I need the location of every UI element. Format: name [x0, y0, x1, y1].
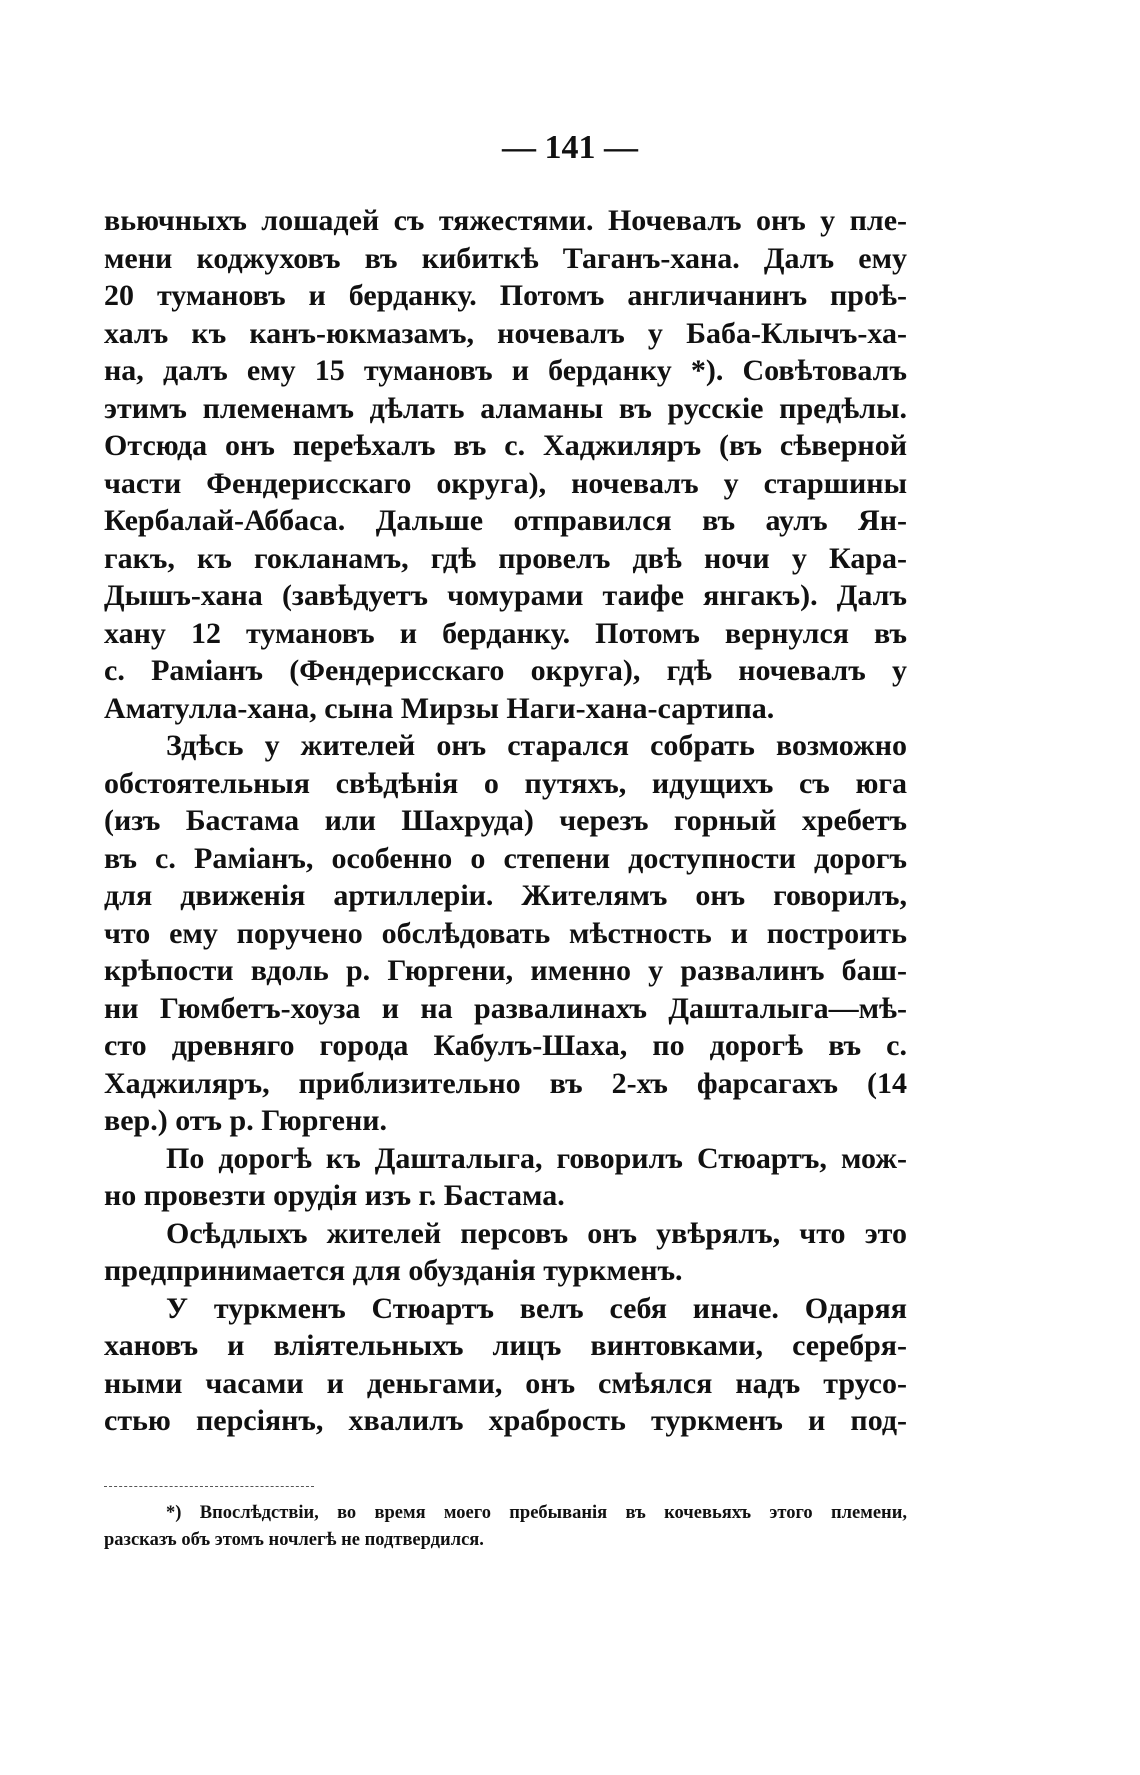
text-line: халъ къ канъ-юкмазамъ, ночевалъ у Баба-Клычъ-ха-: [104, 316, 907, 350]
text-line: 20 тумановъ и берданку. Потомъ англичанинъ проѣ-: [104, 279, 907, 312]
footnote: [104, 1500, 907, 1554]
text-line: въ с. Раміанъ, особенно о степени доступности дорогъ: [104, 841, 907, 875]
text-line: части Фендерисскаго округа), ночевалъ у старшины: [104, 466, 907, 500]
text-line: хановъ и вліятельныхъ лицъ винтовками, серебря-: [104, 1329, 907, 1362]
text-line: для движенія артиллеріи. Жителямъ онъ говорилъ,: [104, 879, 907, 912]
text-line: крѣпости вдоль р. Гюргени, именно у развалинъ баш-: [104, 954, 907, 987]
text-line: но провезти орудія изъ г. Бастама.: [104, 1179, 565, 1212]
footnote-line: *) Впослѣдствіи, во время моего пребыванія въ кочевьяхъ этого племени,: [166, 1503, 907, 1523]
text-line: хану 12 тумановъ и берданку. Потомъ вернулся въ: [104, 616, 907, 650]
text-line: предпринимается для обузданія туркменъ.: [104, 1254, 683, 1287]
text-line: Осѣдлыхъ жителей персовъ онъ увѣрялъ, что это: [166, 1216, 907, 1250]
text-line: Дышъ-хана (завѣдуетъ чомурами таифе янгакъ). Далъ: [104, 579, 907, 612]
text-line: ни Гюмбетъ-хоуза и на развалинахъ Дашталыга—мѣ-: [104, 991, 907, 1025]
text-line: сто древняго города Кабулъ-Шаха, по дорогѣ въ с.: [104, 1029, 907, 1062]
text-line: вер.) отъ р. Гюргени.: [104, 1104, 388, 1137]
text-line: на, далъ ему 15 тумановъ и берданку *). Совѣтовалъ: [104, 354, 907, 387]
text-line: Хаджиляръ, приблизительно въ 2-хъ фарсагахъ (14: [104, 1066, 907, 1100]
text-line: что ему поручено обслѣдовать мѣстность и построить: [104, 916, 907, 950]
text-line: с. Раміанъ (Фендерисскаго округа), гдѣ ночевалъ у: [104, 654, 907, 687]
page-number: — 141 —: [502, 129, 638, 166]
text-line: ными часами и деньгами, онъ смѣялся надъ трусо-: [104, 1366, 907, 1400]
footnote-line: разсказъ объ этомъ ночлегѣ не подтвердился.: [104, 1530, 484, 1550]
text-line: этимъ племенамъ дѣлать аламаны въ русскіе предѣлы.: [104, 391, 907, 425]
text-line: гакъ, къ гокланамъ, гдѣ провелъ двѣ ночи у Кара-: [104, 541, 907, 575]
text-line: мени коджуховъ въ кибиткѣ Таганъ-хана. Далъ ему: [104, 241, 907, 275]
text-line: Кербалай-Аббаса. Дальше отправился въ аулъ Ян-: [104, 504, 907, 537]
footnote-divider: [104, 1486, 314, 1487]
text-line: Здѣсь у жителей онъ старался собрать возможно: [166, 729, 907, 762]
text-line: Аматулла-хана, сына Мирзы Наги-хана-сартипа.: [104, 691, 775, 725]
main-text: [104, 202, 907, 1440]
text-line: стью персіянъ, хвалилъ храбрость туркменъ и под-: [104, 1404, 907, 1437]
text-line: По дорогѣ къ Дашталыга, говорилъ Стюартъ, мож-: [166, 1141, 907, 1175]
text-line: Отсюда онъ переѣхалъ въ с. Хаджиляръ (въ сѣверной: [104, 429, 907, 462]
text-line: (изъ Бастама или Шахруда) черезъ горный хребетъ: [104, 804, 907, 837]
text-line: У туркменъ Стюартъ велъ себя иначе. Одаряя: [166, 1291, 907, 1325]
text-line: обстоятельныя свѣдѣнія о путяхъ, идущихъ съ юга: [104, 766, 907, 800]
text-line: вьючныхъ лошадей съ тяжестями. Ночевалъ онъ у пле-: [104, 204, 907, 237]
